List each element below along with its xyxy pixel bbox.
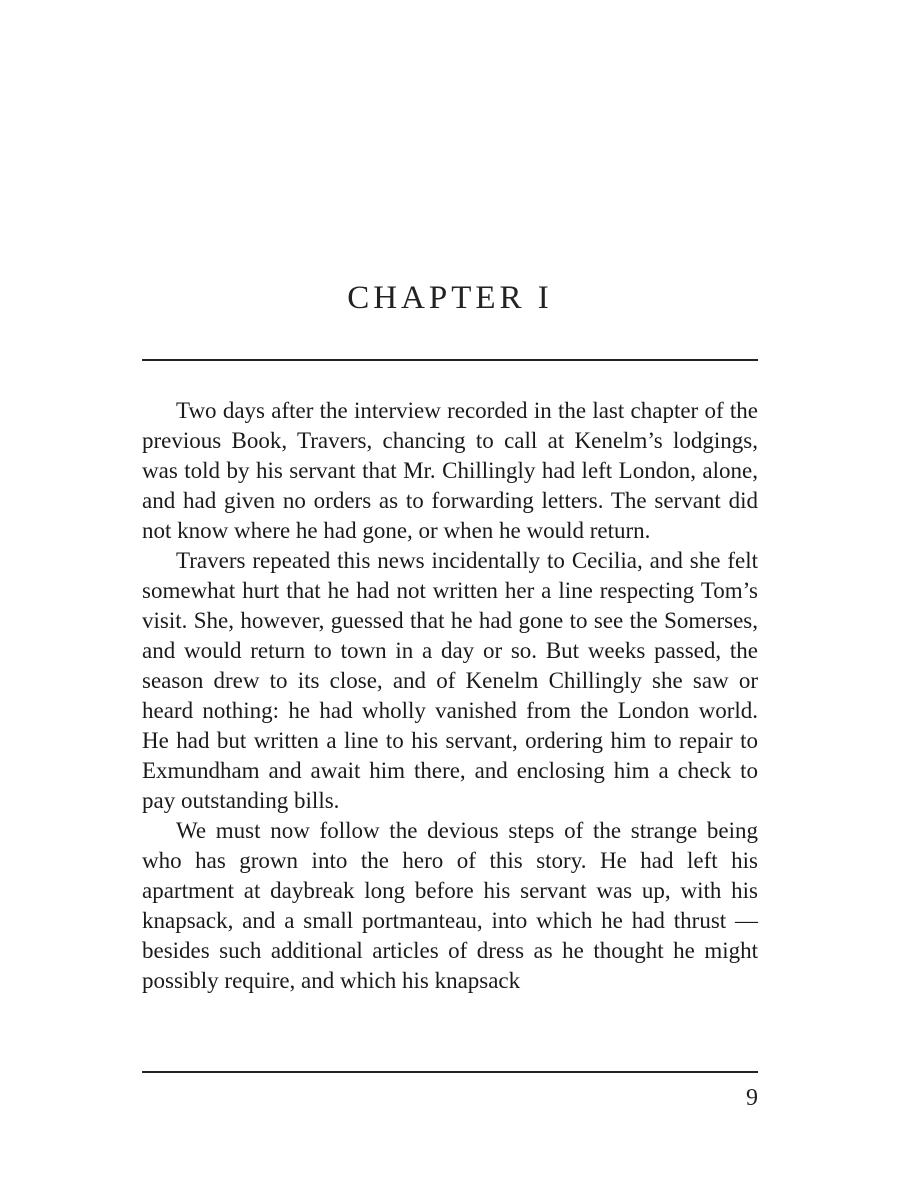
chapter-title: CHAPTER I xyxy=(347,280,553,316)
top-rule xyxy=(142,359,758,361)
paragraph-3: We must now follow the devious steps of the strange being who has grown into the hero of this story. He had left his apartment at daybreak long before his servant was up, with his knapsack, and a small portmanteau, into which he had thrust — besides such additional articles of dress as he thought he might possibly require, and which his knapsack xyxy=(142,818,758,993)
page-number: 9 xyxy=(746,1085,758,1111)
paragraph-2: Travers repeated this news incidentally to Cecilia, and she felt somewhat hurt that he had not written her a line respecting Tom’s visit. She, however, guessed that he had gone to see the Somerses, and would return to town in a day or so. But weeks passed, the season drew to its close, and of Kenelm Chillingly she saw or heard nothing: he had wholly vanished from the London world. He had but written a line to his servant, ordering him to repair to Exmundham and await him there, and enclosing him a check to pay outstanding bills. xyxy=(142,548,758,813)
paragraph-1: Two days after the interview recorded in the last chapter of the previous Book, Travers, chancing to call at Kenelm’s lodgings, was told by his servant that Mr. Chillingly had left London, alone, and had given no orders as to forwarding letters. The servant did not know where he had gone, or when he would return. xyxy=(142,398,758,543)
bottom-rule xyxy=(142,1071,758,1073)
body-text xyxy=(142,396,758,996)
